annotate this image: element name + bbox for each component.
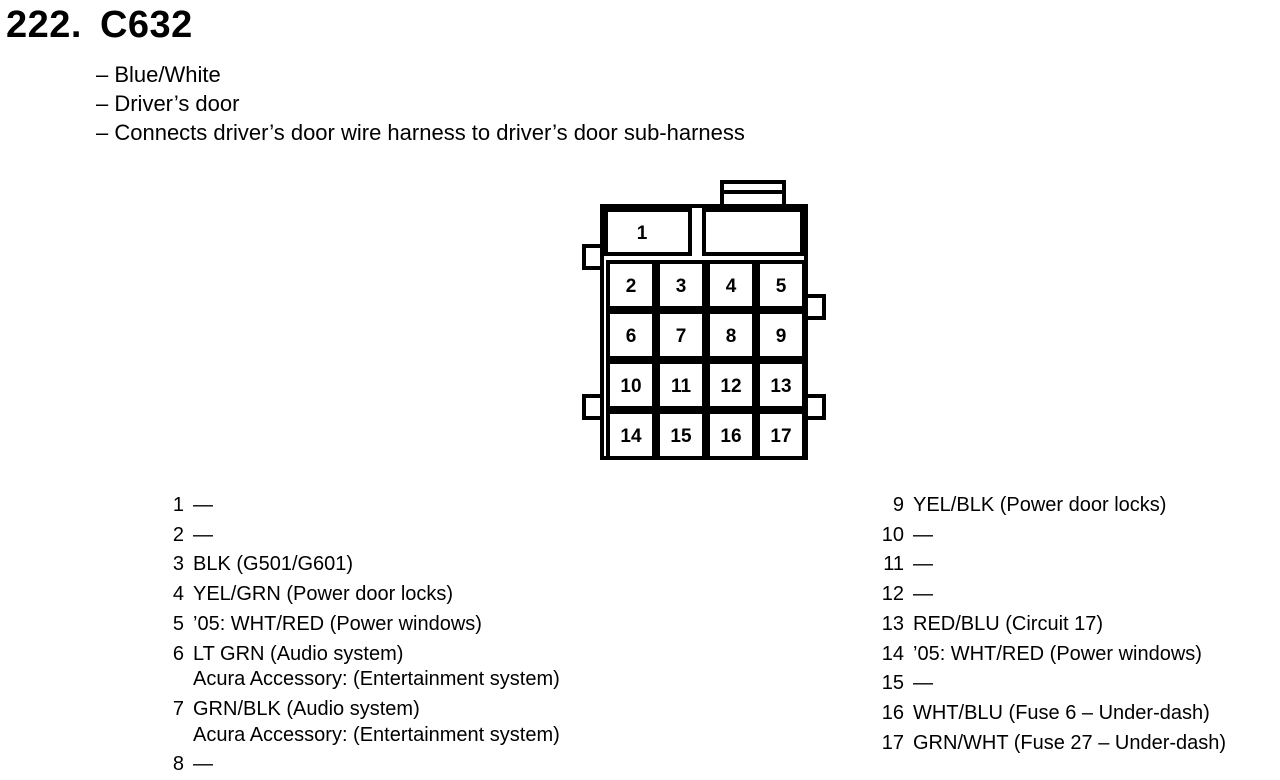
tab-left-upper: [584, 246, 602, 268]
pin-number: 10: [881, 523, 904, 546]
pin-text: —: [913, 523, 933, 546]
pin-number: 7: [172, 697, 184, 720]
cavity-label-8: 8: [725, 326, 737, 347]
pin-row-5: [150, 610, 560, 640]
pin-text: BLK (G501/G601): [193, 553, 354, 576]
pin-row-4: [150, 580, 560, 610]
cavity-label-15: 15: [670, 426, 692, 447]
pin-text: —: [913, 672, 933, 695]
pin-number: 3: [172, 553, 184, 576]
pin-row-3: [150, 550, 560, 580]
pin-text: —: [193, 523, 213, 546]
pin-number: 12: [881, 583, 904, 606]
pin-number: 2: [172, 523, 184, 546]
pin-number: 6: [172, 642, 184, 665]
pin-row-10: [870, 521, 1226, 551]
description-color: – Blue/White: [96, 62, 221, 87]
pin-list-right: [870, 491, 1226, 758]
connector-face-diagram: [580, 178, 830, 468]
tab-left-lower: [584, 396, 602, 418]
cavity-label-2: 2: [625, 276, 637, 297]
pin-row-9: [870, 491, 1226, 521]
pin-text: —: [913, 583, 933, 606]
pin-number: 17: [881, 731, 904, 754]
pin-text: YEL/BLK (Power door locks): [913, 494, 1167, 516]
connector-heading: [6, 4, 193, 47]
pin-number: 16: [881, 701, 904, 724]
pin-text: —: [913, 553, 933, 576]
cavity-label-7: 7: [675, 326, 687, 347]
pin-text: RED/BLU (Circuit 17): [913, 612, 1104, 635]
pin-number: 8: [172, 753, 184, 776]
pin-text: —: [193, 753, 213, 776]
pin-text: GRN/BLK (Audio system): [193, 697, 420, 720]
connector-description: [96, 60, 745, 147]
cavity-label-9: 9: [775, 326, 787, 347]
pin-text: YEL/GRN (Power door locks): [193, 583, 454, 606]
description-purpose: – Connects driver’s door wire harness to driver’s door sub-harness: [96, 120, 745, 145]
cavity-label-1: 1: [636, 223, 648, 244]
connector-id: C632: [99, 4, 193, 46]
cavity-label-6: 6: [625, 326, 637, 347]
pin-number: 1: [172, 494, 184, 516]
connector-index: 222.: [6, 4, 82, 46]
pin-row-14: [870, 640, 1226, 670]
pin-text: LT GRN (Audio system): [193, 642, 404, 665]
pin-row-16: [870, 699, 1226, 729]
cavity-label-16: 16: [720, 426, 742, 447]
pin-row-12: [870, 580, 1226, 610]
description-location: – Driver’s door: [96, 91, 240, 116]
pin-row-17: [870, 729, 1226, 759]
pin-row-13: [870, 610, 1226, 640]
pin-row-15: [870, 669, 1226, 699]
pin-number: 14: [881, 642, 904, 665]
cavity-label-10: 10: [620, 376, 642, 397]
pin-text: WHT/BLU (Fuse 6 – Under-dash): [913, 701, 1210, 724]
pin-list-left: [150, 491, 560, 780]
cavity-label-12: 12: [720, 376, 742, 397]
cavity-label-5: 5: [775, 276, 787, 297]
cavity-label-17: 17: [770, 426, 792, 447]
pin-text: ’05: WHT/RED (Power windows): [193, 612, 482, 635]
cavity-label-13: 13: [770, 376, 792, 397]
tab-right-upper: [806, 296, 824, 318]
pin-number: 9: [892, 494, 904, 516]
pin-number: 4: [172, 583, 184, 606]
pin-text: —: [193, 494, 213, 516]
pin-number: 11: [883, 553, 904, 576]
pin-text: GRN/WHT (Fuse 27 – Under-dash): [913, 731, 1227, 754]
pin-number: 13: [881, 612, 904, 635]
cavity-label-3: 3: [675, 276, 687, 297]
pin-number: 5: [172, 612, 184, 635]
cavity-label-14: 14: [620, 426, 642, 447]
pin-text: ’05: WHT/RED (Power windows): [913, 642, 1202, 665]
cavity-label-11: 11: [670, 376, 692, 397]
tab-right-lower: [806, 396, 824, 418]
cavity-label-4: 4: [725, 276, 737, 297]
pin-row-6-sub: Acura Accessory: (Entertainment system): [193, 668, 560, 691]
pin-row-7-sub: Acura Accessory: (Entertainment system): [193, 723, 560, 746]
pin-row-2: [150, 521, 560, 551]
cavity-1: [606, 210, 690, 254]
pin-number: 15: [881, 672, 904, 695]
pin-row-1: [150, 491, 560, 521]
pin-row-11: [870, 550, 1226, 580]
cavity-blank: [704, 210, 802, 254]
